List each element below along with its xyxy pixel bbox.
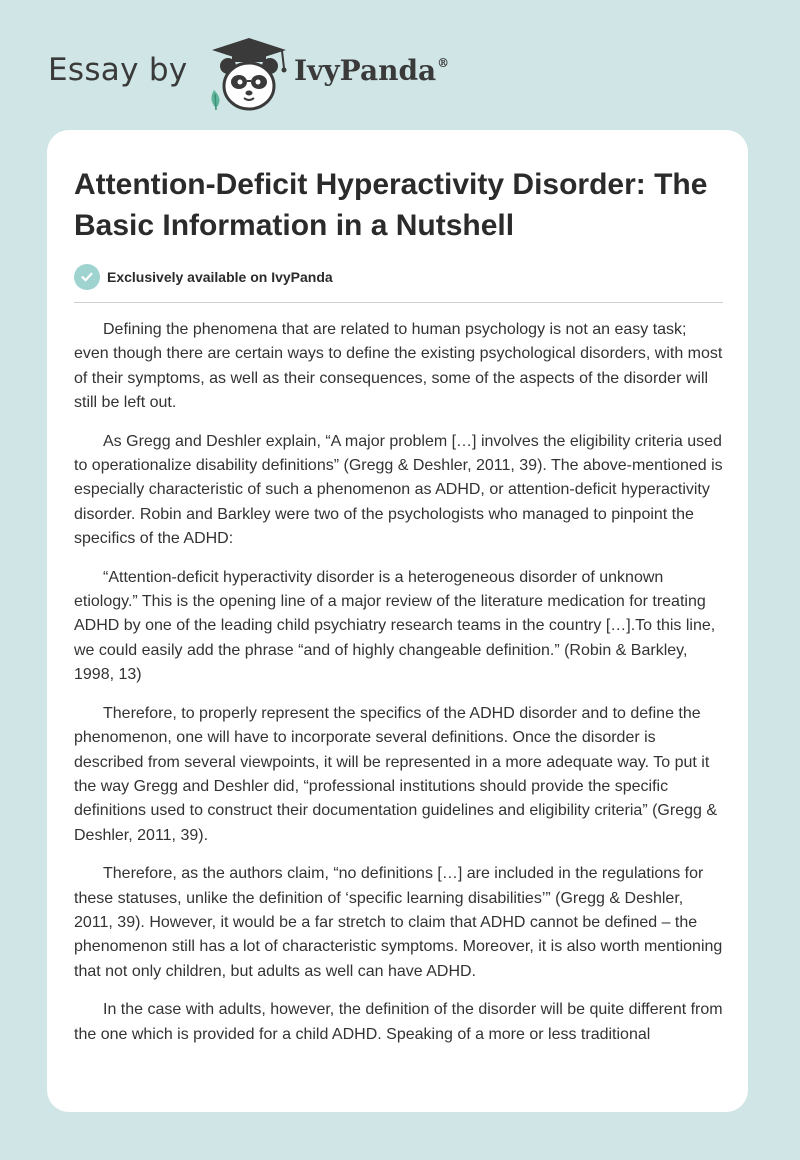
paragraph: Defining the phenomena that are related to human psychology is not an easy task; even though there are certain ways to define the existing psychological disorders, with most of their symptoms, as well as their consequences, some of the aspects of the disorder will still be left out. — [74, 321, 723, 412]
block-quote: “Attention-deficit hyperactivity disorder is a heterogeneous disorder of unknown etiology.” This is the opening line of a major review of the literature medication for treating ADHD by one of the leading child psychiatry research teams in the country […].To this line, we could easily add the phrase “and of highly changeable definition.” (Robin & Barkley, 1998, 13) — [74, 568, 716, 684]
brand-name: IvyPanda® — [294, 54, 450, 87]
essay-body — [74, 318, 724, 1061]
check-circle-icon — [74, 264, 100, 290]
brand-header[interactable] — [48, 30, 508, 114]
paragraph: In the case with adults, however, the definition of the disorder will be quite different from the one which is provided for a child ADHD. Speaking of a more or less traditional — [74, 1001, 723, 1043]
exclusive-badge — [74, 264, 333, 290]
paragraph: Therefore, to properly represent the specifics of the ADHD disorder and to define the phenomenon, one will have to incorporate several definitions. Once the disorder is described from several viewpoints, it will be represented in a more adequate way. To put it the way Gregg and Deshler did, “professional institutions should provide the specific definitions used to construct their documentation guidelines and eligibility criteria” (Gregg & Deshler, 2011, 39). — [74, 704, 718, 844]
essay-card — [47, 130, 748, 1112]
exclusive-label: Exclusively available on IvyPanda — [107, 269, 333, 285]
divider — [74, 302, 723, 303]
page-title: Attention-Deficit Hyperactivity Disorder: The Basic Information in a Nutshell — [74, 168, 708, 242]
essay-by-label: Essay by — [48, 52, 188, 88]
paragraph: As Gregg and Deshler explain, “A major problem […] involves the eligibility criteria used to operationalize disability definitions” (Gregg & Deshler, 2011, 39). The above-mentioned is especially characteristic of such a phenomenon as ADHD, or attention-deficit hyperactivity disorder. Robin and Barkley were two of the psychologists who managed to pinpoint the specifics of the ADHD: — [74, 432, 723, 548]
panda-graduate-icon — [204, 30, 294, 114]
paragraph: Therefore, as the authors claim, “no definitions […] are included in the regulations for these statuses, unlike the definition of ‘specific learning disabilities’” (Gregg & Deshler, 2011, 39). However, it would be a far stretch to claim that ADHD cannot be defined – the phenomenon still has a lot of characteristic symptoms. Moreover, it is also worth mentioning that not only children, but adults as well can have ADHD. — [74, 865, 723, 980]
